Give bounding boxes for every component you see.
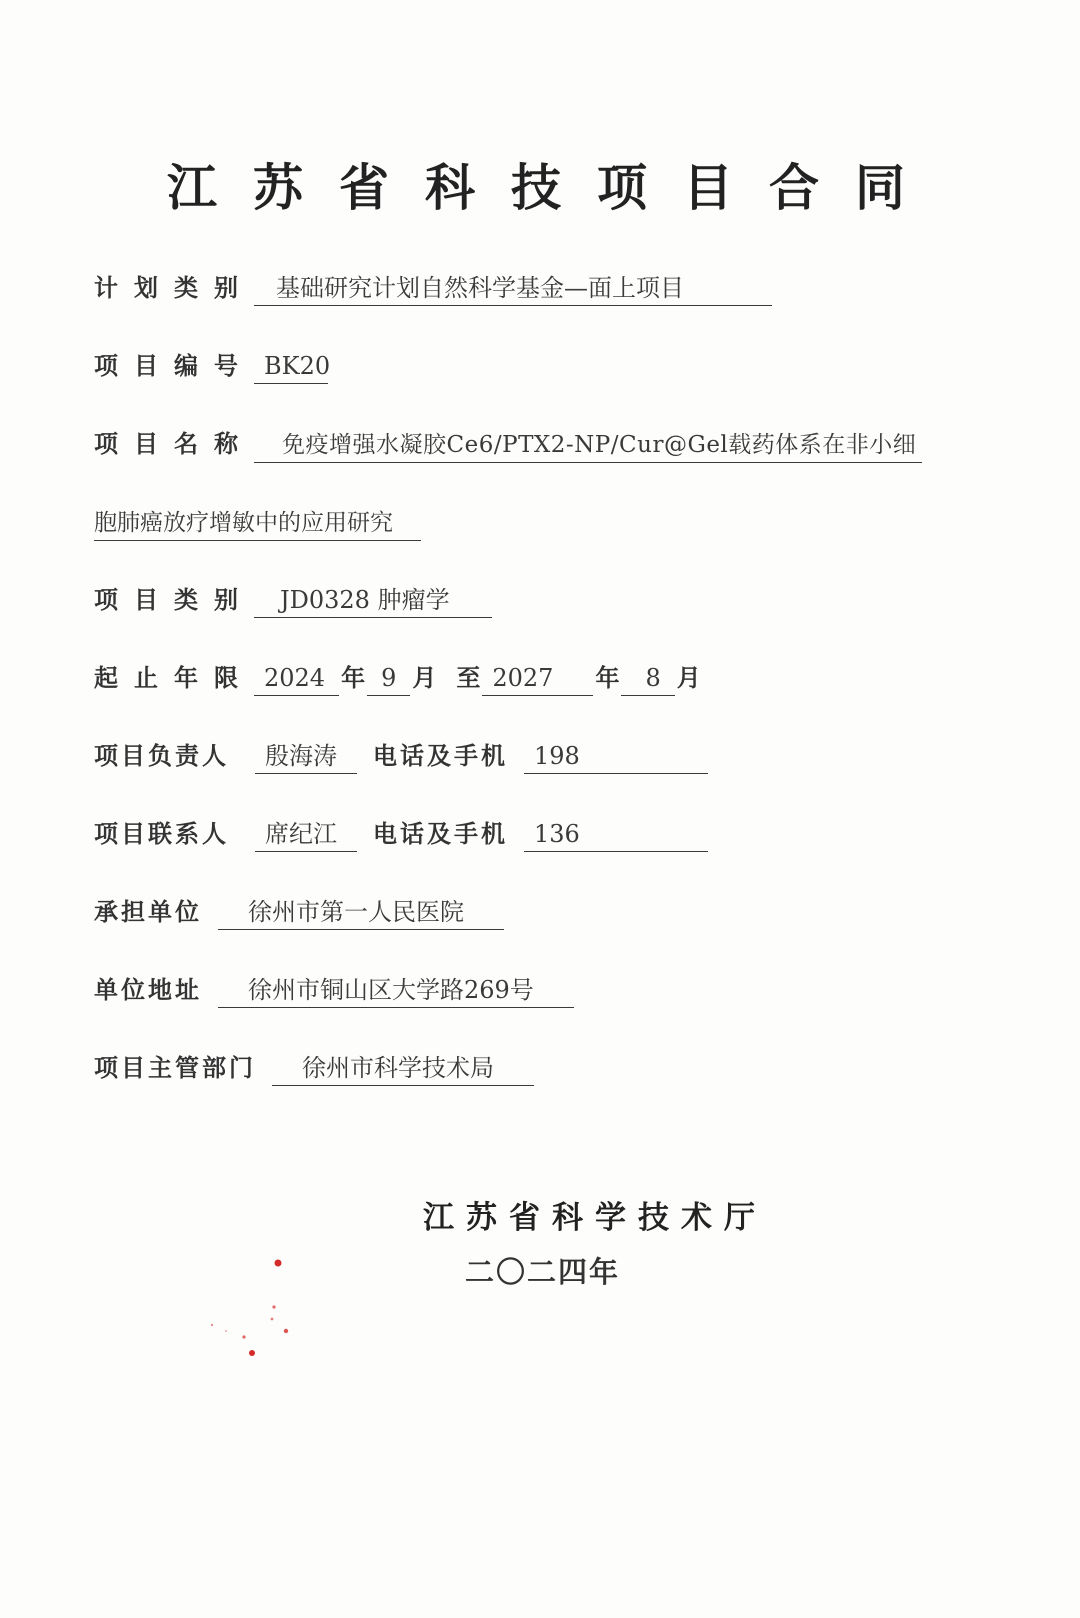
period-end-month-unit: 月 bbox=[676, 663, 701, 692]
unit-value: 徐州市第一人民医院 bbox=[218, 895, 504, 930]
issue-year: 二〇二四年 bbox=[464, 1255, 620, 1289]
row-project-name bbox=[94, 424, 922, 464]
period-start-month: 9 bbox=[367, 661, 410, 696]
contact-phone-label: 电话及手机 bbox=[373, 819, 508, 848]
project-name-value-line2: 胞肺癌放疗增敏中的应用研究 bbox=[94, 506, 421, 541]
dept-value: 徐州市科学技术局 bbox=[272, 1051, 534, 1086]
period-end-year-unit: 年 bbox=[595, 663, 620, 692]
period-end-year: 2027 bbox=[482, 661, 593, 696]
leader-phone-label: 电话及手机 bbox=[373, 741, 508, 770]
project-name-label: 项目名称 bbox=[94, 429, 254, 458]
contact-value: 席纪江 bbox=[255, 817, 357, 852]
project-type-value: JD0328 肿瘤学 bbox=[254, 583, 492, 618]
issuing-authority: 江苏省科学技术厅 bbox=[423, 1200, 767, 1236]
period-label: 起止年限 bbox=[94, 663, 254, 692]
row-project-name-cont bbox=[94, 502, 421, 542]
row-period bbox=[94, 658, 703, 698]
row-address bbox=[94, 970, 574, 1010]
document-title: 江苏省科技项目合同 bbox=[167, 158, 941, 217]
unit-label: 承担单位 bbox=[94, 897, 202, 926]
project-type-label: 项目类别 bbox=[94, 585, 254, 614]
project-no-value: BK20 bbox=[254, 349, 328, 384]
dept-label: 项目主管部门 bbox=[94, 1053, 256, 1082]
period-to: 至 bbox=[456, 663, 481, 692]
row-contact bbox=[94, 814, 708, 854]
period-start-year-unit: 年 bbox=[341, 663, 366, 692]
contact-label: 项目联系人 bbox=[94, 819, 229, 848]
project-name-value-line1: 免疫增强水凝胶Ce6/PTX2-NP/Cur@Gel载药体系在非小细 bbox=[254, 428, 922, 463]
contact-phone-value: 136 bbox=[524, 817, 708, 852]
leader-phone-value: 198 bbox=[524, 739, 708, 774]
period-end-month: 8 bbox=[621, 661, 674, 696]
row-leader bbox=[94, 736, 708, 776]
leader-label: 项目负责人 bbox=[94, 741, 229, 770]
project-no-label: 项目编号 bbox=[94, 351, 254, 380]
leader-value: 殷海涛 bbox=[255, 739, 357, 774]
row-project-no bbox=[94, 346, 331, 386]
row-plan-category bbox=[94, 268, 772, 308]
period-start-month-unit: 月 bbox=[412, 663, 437, 692]
address-value: 徐州市铜山区大学路269号 bbox=[218, 973, 574, 1008]
row-unit bbox=[94, 892, 504, 932]
address-label: 单位地址 bbox=[94, 975, 202, 1004]
seal-fragment-icon bbox=[190, 1255, 310, 1375]
row-dept bbox=[94, 1048, 534, 1088]
period-start-year: 2024 bbox=[254, 661, 339, 696]
row-project-type bbox=[94, 580, 492, 620]
plan-category-label: 计划类别 bbox=[94, 273, 254, 302]
plan-category-value: 基础研究计划自然科学基金—面上项目 bbox=[254, 271, 772, 306]
